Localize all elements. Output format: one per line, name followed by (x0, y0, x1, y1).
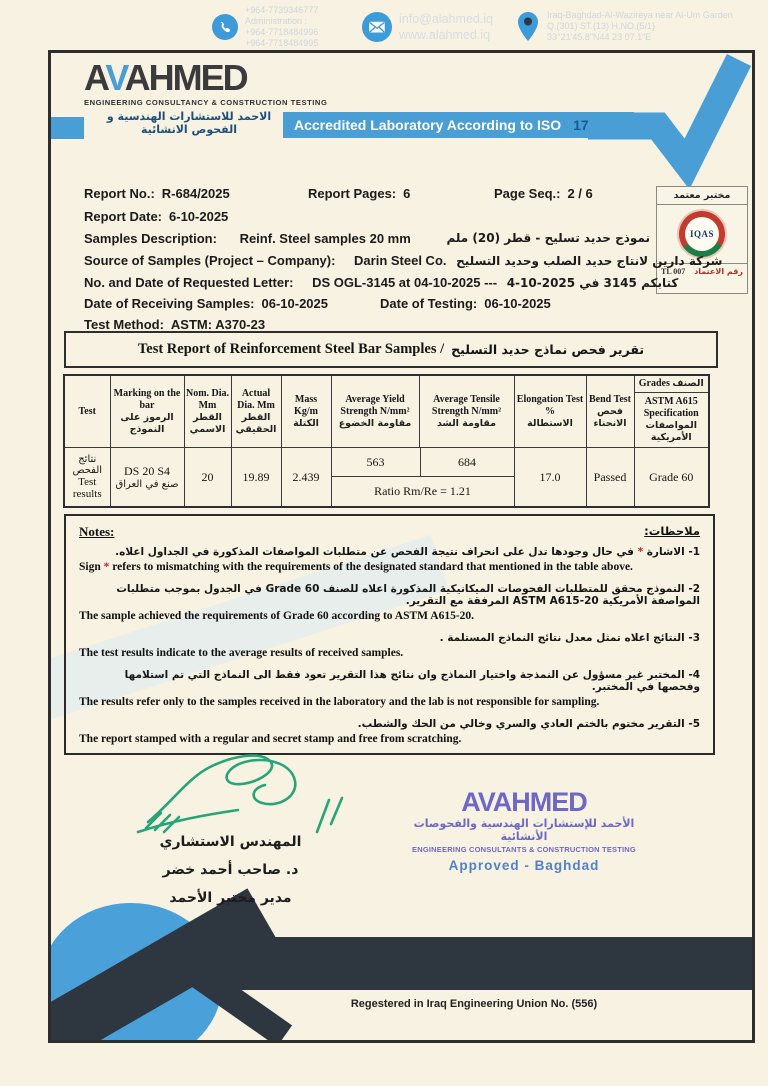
signatory-block (138, 828, 323, 912)
table-title-box (64, 331, 718, 368)
phone-icon (212, 14, 238, 40)
source-row (84, 253, 723, 268)
cell-grade: Grade 60 (634, 448, 709, 508)
samples-desc-ar: نموذج حديد تسليح - قطر (20) ملم (446, 231, 650, 245)
signatory-title: المهندس الاستشاري (159, 834, 302, 850)
phone-number-2: +964-7718484996 (245, 26, 319, 37)
phone-admin-label: Administration : (245, 15, 308, 26)
email-icon (362, 12, 392, 42)
logo-wordmark (84, 57, 327, 98)
big-checkmark-icon (588, 50, 758, 196)
footer-address-1: Iraq-Baghdad-Al-Wazireya near Al-Um Garden (547, 10, 733, 20)
logo-letter-a: A (84, 57, 106, 98)
note-4-en: The results refer only to the samples received in the laboratory and the lab is not responsible for sampling. (79, 696, 600, 708)
banner-iso-number: 17025:2017 (573, 117, 648, 133)
note-4-ar: 4- المختبر غير مسؤول عن النمذجة واختيار النماذج وان نتائج هذا التقرير تعود فقط الى النماذج التي تم استلامها وفحصها في المختبر. (124, 669, 700, 693)
footer-contact-bar (196, 937, 752, 990)
cell-actual-dia: 19.89 (231, 448, 281, 508)
note-1-ar: 1- الاشارة * في حال وجودها تدل على انحراف نتيجة الفحص عن متطلبات المواصفات المذكورة في الجداول اعلاه. (115, 546, 700, 558)
results-table (63, 374, 710, 508)
table-title-ar: تقرير فحص نماذج حديد التسليح (451, 342, 645, 357)
samples-desc-en: Reinf. Steel samples 20 mm (239, 231, 411, 246)
cell-yield-tensile (331, 448, 514, 508)
testing-label: Date of Testing: (380, 296, 478, 311)
col-grades: Grades الصنف ASTM A615 Specification المواصفات الأمريكية (634, 375, 709, 448)
samples-description-row (84, 231, 650, 246)
testing-date: 06-10-2025 (484, 296, 551, 311)
footer-email: info@alahmed.iq (399, 11, 493, 26)
accreditation-banner (283, 112, 648, 138)
footer-coordinates: 33°21'45.8"N44 23 07.1"E (547, 32, 652, 42)
col-nominal-dia: Nom. Dia. Mm القطر الاسمي (184, 375, 231, 448)
samples-desc-label: Samples Description: (84, 231, 217, 246)
source-label: Source of Samples (Project – Company): (84, 253, 336, 268)
phone-number-1: +964-7739346777 (245, 4, 319, 15)
location-pin-icon (516, 11, 540, 43)
report-meta-row1 (84, 186, 650, 201)
notes-section (64, 514, 715, 755)
source-en: Darin Steel Co. (354, 253, 447, 268)
note-5-ar: 5- التقرير مختوم بالختم العادي والسري وخالي من الحك والشطب. (357, 718, 700, 730)
iqas-logo-icon (679, 211, 725, 257)
footer-address-2: Q.(301) ST.(13) H.NO.(5/1) (547, 21, 656, 31)
footer-phone-group (212, 0, 318, 53)
page-seq-label: Page Seq.: (494, 186, 561, 201)
col-actual-dia: Actual Dia. Mm القطر الحقيقي (231, 375, 281, 448)
notes-heading-ar: ملاحظات: (644, 524, 700, 538)
letter-en: DS OGL-3145 at 04-10-2025 --- (312, 275, 498, 290)
table-title-en: Test Report of Reinforcement Steel Bar Samples / (137, 341, 445, 357)
report-meta-row2 (84, 209, 650, 224)
cell-ratio: Ratio Rm/Re = 1.21 (374, 484, 471, 498)
receiving-label: Date of Receiving Samples: (84, 296, 255, 311)
note-1-en: Sign * refers to mismatching with the requirements of the designated standard that mentioned in the table above. (79, 561, 633, 573)
cell-tensile-value: 684 (458, 455, 476, 469)
report-pages-value: 6 (403, 186, 411, 201)
footer-website: www.alahmed.iq (399, 27, 491, 42)
phone-number-3: +964-7718484995 (245, 37, 319, 48)
notes-heading-en: Notes: (79, 524, 115, 539)
table-data-row (64, 448, 709, 508)
receiving-date: 06-10-2025 (261, 296, 328, 311)
report-no-value: R-684/2025 (161, 186, 230, 201)
registration-line: Regestered in Iraq Engineering Union No. (556) (350, 998, 598, 1010)
method-value: ASTM: A370-23 (170, 317, 266, 332)
letter-ar: كتابكم 3145 في 2025-10-4 (506, 276, 679, 290)
report-pages-label: Report Pages: (308, 186, 397, 201)
logo-tagline-ar: الاحمد للاستشارات الهندسية و الفحوص الانشائية (106, 110, 272, 136)
iqas-accreditation-label: رقم الاعتماد (694, 267, 743, 276)
banner-text: Accredited Laboratory According to ISO (294, 117, 562, 133)
col-tensile: Average Tensile Strength N/mm² مقاومة الشد (419, 375, 514, 448)
note-5-en: The report stamped with a regular and secret stamp and free from scratching. (79, 733, 462, 745)
report-no-label: Report No.: (84, 186, 155, 201)
iqas-title: مختبر معتمد (657, 187, 747, 205)
note-3-en: The test results indicate to the average results of received samples. (79, 647, 404, 659)
letter-label: No. and Date of Requested Letter: (84, 275, 294, 290)
logo-rest: AHMED (124, 57, 247, 98)
asterisk-mark: * (637, 546, 644, 558)
cell-elongation: 17.0 (514, 448, 586, 508)
col-bend: Bend Test فحص الانحناء (586, 375, 634, 448)
cell-mass: 2.439 (281, 448, 331, 508)
iqas-core-text: IQAS (685, 217, 719, 251)
stamp-line-ar: الأحمد للإستشارات الهندسية والفحوصات الأنشائية (413, 817, 635, 843)
page-seq-value: 2 / 6 (567, 186, 593, 201)
iqas-accreditation-number: TL 007 (661, 267, 686, 276)
col-test: Test (64, 375, 110, 448)
footer-email-group (362, 0, 493, 53)
report-date-value: 6-10-2025 (169, 209, 229, 224)
col-marking: Marking on the bar الرموز على النموذج (110, 375, 184, 448)
logo-tagline-en: ENGINEERING CONSULTANCY & CONSTRUCTION TESTING (84, 98, 328, 107)
stamp-wordmark: AVAHMED (461, 787, 587, 817)
signatory-name: د. صاحب أحمد خضر (162, 862, 299, 878)
note-3-ar: 3- النتائج اعلاه تمثل معدل نتائج النماذج المستلمة . (439, 632, 700, 644)
method-label: Test Method: (84, 317, 164, 332)
company-approval-stamp (398, 788, 650, 873)
source-ar: شركة دارين لانتاج حديد الصلب وحديد التسليح (456, 254, 723, 268)
stamp-line-en: ENGINEERING CONSULTANTS & CONSTRUCTION TESTING (412, 845, 636, 854)
cell-bend-result: Passed (586, 448, 634, 508)
footer-address-group (516, 0, 733, 53)
signatory-role: مدير مختبر الأحمد (169, 890, 292, 906)
cell-test: نتائج الفحص Test results (64, 448, 110, 508)
table-header-row (64, 375, 709, 448)
col-elongation: Elongation Test % الاستطالة (514, 375, 586, 448)
cell-yield-value: 563 (332, 448, 421, 476)
method-row (84, 317, 650, 332)
banner-left-stub (51, 117, 84, 139)
col-mass: Mass Kg/m الكتلة (281, 375, 331, 448)
cell-nominal-dia: 20 (184, 448, 231, 508)
note-2-en: The sample achieved the requirements of Grade 60 according to ASTM A615-20. (79, 610, 475, 622)
col-yield: Average Yield Strength N/mm² مقاومة الخضوع (331, 375, 419, 448)
letter-row (84, 275, 679, 290)
logo-check-v: V (105, 57, 125, 98)
cell-marking: DS 20 S4 صنع في العراق (110, 448, 184, 508)
dates-row (84, 296, 650, 311)
report-date-label: Report Date: (84, 209, 163, 224)
stamp-approved-text: Approved - Baghdad (448, 858, 600, 873)
note-2-ar: 2- النموذج محقق للمتطلبات الفحوصات الميكانيكية المذكورة اعلاه للصنف Grade 60 في الجدول بموجب متطلبات المواصفة الأمريكية ASTM A615-20 المرفقة مع التقرير. (116, 583, 700, 607)
asterisk-mark: * (103, 561, 110, 573)
